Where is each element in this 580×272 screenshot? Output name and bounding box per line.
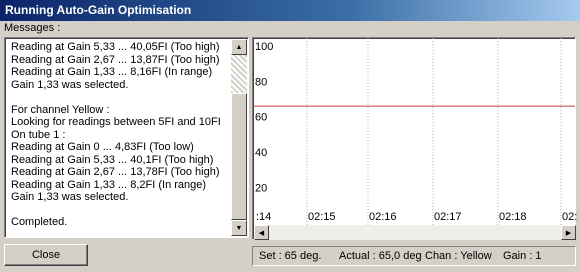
window-title: Running Auto-Gain Optimisation <box>0 0 580 21</box>
y-tick-label: 20 <box>255 182 268 195</box>
message-line <box>11 91 233 104</box>
scroll-up-button[interactable] <box>231 39 247 55</box>
chart-scrollbar[interactable] <box>254 225 576 240</box>
message-line: Reading at Gain 5,33 ... 40,05FI (Too high) <box>11 41 220 53</box>
status-gain: Gain : 1 <box>503 250 542 262</box>
x-tick-label: 02:17 <box>434 211 462 223</box>
scroll-down-button[interactable] <box>231 220 247 236</box>
chart-panel <box>252 37 576 240</box>
x-tick-label: 02:15 <box>308 211 336 223</box>
status-bar <box>252 246 576 266</box>
status-chan: Chan : Yellow <box>425 250 492 262</box>
messages-panel[interactable] <box>4 37 249 238</box>
messages-label: Messages : <box>4 22 61 34</box>
messages-text <box>11 41 233 235</box>
scroll-track[interactable] <box>231 55 247 93</box>
message-line: Reading at Gain 1,33 ... 8,2FI (In range) <box>11 178 207 191</box>
arrow-down-icon: ▼ <box>235 224 243 232</box>
message-line: On tube 1 : <box>11 128 66 141</box>
message-line: Gain 1,33 was selected. <box>11 191 129 203</box>
arrow-up-icon: ▲ <box>235 43 243 51</box>
message-line: Completed. <box>11 216 68 228</box>
message-line: Reading at Gain 2,67 ... 13,78FI (Too high) <box>11 166 220 178</box>
message-line: Reading at Gain 5,33 ... 40,1FI (Too high) <box>11 153 214 166</box>
scroll-left-button[interactable] <box>254 225 269 240</box>
message-line: For channel Yellow : <box>11 103 110 116</box>
x-tick-label: :14 <box>256 211 272 223</box>
arrow-right-icon: ▶ <box>565 229 572 237</box>
status-actual: Actual : 65,0 deg <box>339 250 422 262</box>
y-tick-label: 60 <box>255 111 268 124</box>
arrow-left-icon: ◀ <box>258 229 265 237</box>
message-line: Looking for readings between 5FI and 10FI <box>11 116 221 128</box>
message-line: Gain 1,33 was selected. <box>11 78 129 91</box>
x-tick-label: 02:18 <box>499 211 527 223</box>
y-tick-label: 100 <box>255 41 274 53</box>
x-tick-label: 02:16 <box>369 211 397 223</box>
message-line: Reading at Gain 0 ... 4,83FI (Too low) <box>11 141 194 153</box>
message-line: Reading at Gain 2,67 ... 13,87FI (Too high) <box>11 53 220 66</box>
temperature-chart <box>253 38 578 226</box>
y-tick-label: 80 <box>255 76 268 89</box>
scroll-right-button[interactable] <box>561 225 576 240</box>
status-set: Set : 65 deg. <box>259 250 322 262</box>
x-tick-label: 02: <box>562 211 578 223</box>
message-line: Reading at Gain 1,33 ... 8,16FI (In range) <box>11 66 213 78</box>
message-line <box>11 204 233 217</box>
scroll-thumb[interactable] <box>231 93 247 220</box>
y-tick-label: 40 <box>255 147 268 159</box>
messages-scrollbar[interactable] <box>231 39 247 236</box>
close-button[interactable]: Close <box>4 244 88 266</box>
